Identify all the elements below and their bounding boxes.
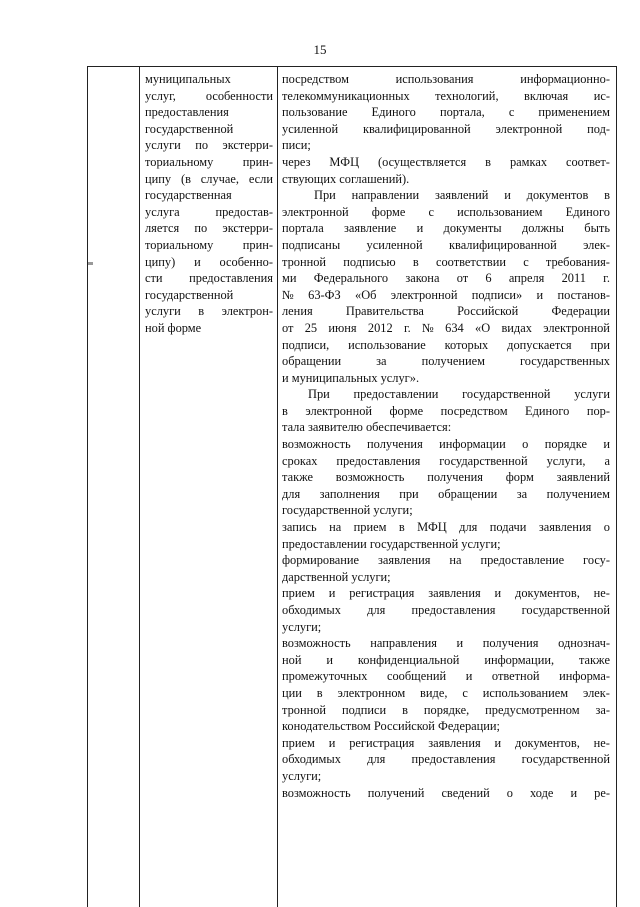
text-word: дарственной услуги; (282, 569, 391, 584)
text-word: электронном (337, 685, 406, 700)
text-word: заявления (428, 586, 481, 601)
text-word: Федерации (551, 304, 610, 319)
text-word: должны (521, 221, 564, 236)
text-word: и (494, 586, 502, 601)
text-word: подписи, (282, 337, 330, 352)
text-word: получений (367, 785, 425, 800)
text-word: соответ- (565, 154, 610, 169)
text-line (282, 519, 610, 536)
text-line (145, 104, 273, 121)
text-line (282, 602, 610, 619)
text-word: и (570, 785, 578, 800)
text-word: подписи (341, 702, 387, 717)
text-word: услуги (145, 138, 181, 153)
text-word: подписью (343, 254, 396, 269)
column-divider-2 (277, 67, 278, 907)
text-line (282, 685, 610, 702)
text-word: обращении (282, 354, 342, 369)
text-word: портала (282, 221, 324, 236)
text-word: заявления (377, 553, 431, 568)
text-line (145, 88, 273, 105)
text-line (145, 121, 273, 138)
text-word: подачи (489, 520, 527, 535)
text-word: портала, (439, 105, 485, 120)
text-word: государственной (439, 453, 528, 468)
text-word: сообщений (386, 669, 447, 684)
text-word: прием (282, 735, 315, 750)
text-word: форме (389, 403, 424, 418)
text-word: с (462, 685, 468, 700)
text-word: услуги, (546, 453, 586, 468)
text-word: за (516, 486, 528, 501)
text-word: предоставлении государственной услуги; (282, 536, 501, 551)
text-word: возможность (335, 470, 405, 485)
text-word: предоставления (189, 271, 273, 286)
text-word: возможность (282, 785, 351, 800)
text-word: услуги; (282, 768, 322, 783)
text-word: сти (145, 271, 163, 286)
text-word: Единого (525, 403, 570, 418)
text-word: информации, (484, 652, 555, 667)
text-word: в (402, 702, 408, 717)
text-word: заявление (344, 221, 397, 236)
text-word: государственной (145, 121, 234, 136)
text-word: получения (427, 470, 483, 485)
text-word: технологий, (435, 88, 499, 103)
text-line (282, 303, 610, 320)
text-word: документов (526, 188, 589, 203)
text-line (282, 735, 610, 752)
text-word: № (422, 320, 434, 335)
text-word: в (398, 520, 405, 535)
text-word: а (604, 453, 610, 468)
text-word: от (282, 320, 294, 335)
text-word: ответной (491, 669, 540, 684)
text-line (282, 154, 610, 171)
text-word: обращении (438, 486, 498, 501)
text-word: Российской (457, 304, 519, 319)
text-word: через (282, 154, 311, 169)
text-word: элек- (583, 237, 610, 252)
text-word: направления (370, 636, 437, 651)
text-word: писи; (282, 138, 311, 153)
text-word: и (456, 636, 464, 651)
text-word: о (506, 785, 513, 800)
text-word: использование (348, 337, 426, 352)
text-word: с (508, 105, 515, 120)
text-word: и (328, 735, 336, 750)
page-number: 15 (313, 42, 327, 57)
text-word: пор- (586, 403, 610, 418)
text-line (282, 536, 610, 553)
text-word: документов, (515, 586, 580, 601)
text-word: форм (505, 470, 534, 485)
text-word: допускается (507, 337, 572, 352)
text-line (282, 287, 610, 304)
text-word: быть (584, 221, 610, 236)
text-word: услуги (574, 387, 610, 402)
document-table (87, 66, 617, 907)
text-word: Единого (371, 105, 416, 120)
text-word: по (195, 138, 209, 153)
table-cell-description (282, 71, 610, 801)
text-word: ходе (530, 785, 554, 800)
text-word: ториальному (145, 154, 214, 169)
text-word: если (248, 171, 273, 186)
text-word: ления (282, 304, 313, 319)
text-word: получением (421, 354, 485, 369)
text-word: госу- (583, 553, 610, 568)
text-word: промежуточных (282, 669, 368, 684)
text-word: особенности (205, 88, 273, 103)
text-word: предоставления (411, 752, 496, 767)
text-word: обходимых (282, 752, 341, 767)
text-line (282, 71, 610, 88)
text-word: 25 (304, 320, 318, 335)
text-line (282, 237, 610, 254)
text-word: услуги; (282, 619, 322, 634)
text-word: ципу) (145, 254, 176, 269)
text-word: МФЦ (329, 154, 360, 169)
text-word: и (416, 221, 424, 236)
text-word: прием (353, 520, 387, 535)
text-word: применением (538, 105, 610, 120)
text-line (282, 453, 610, 470)
text-word: пользование (282, 105, 348, 120)
text-word: в (316, 685, 323, 700)
text-line (145, 254, 273, 271)
text-word: форме (371, 204, 406, 219)
text-word: о (603, 520, 610, 535)
text-line (282, 502, 610, 519)
text-word: г. (403, 320, 411, 335)
text-word: и (465, 669, 473, 684)
text-word: однознач- (558, 636, 610, 651)
text-word: видах (501, 320, 532, 335)
text-word: государственная (145, 188, 232, 203)
text-word: использованием (457, 204, 543, 219)
text-line (282, 751, 610, 768)
text-word: формирование (282, 553, 360, 568)
text-line (282, 619, 610, 636)
text-word: рамках (509, 154, 548, 169)
text-word: июня (328, 320, 357, 335)
text-word: использования (395, 72, 474, 86)
text-word: «О (475, 320, 491, 335)
text-line (282, 652, 610, 669)
text-line (282, 469, 610, 486)
text-line (282, 204, 610, 221)
text-word: за (376, 354, 387, 369)
text-word: предостав- (215, 204, 273, 219)
text-line (145, 171, 273, 188)
text-word: требования- (545, 254, 610, 269)
text-word: и (328, 586, 336, 601)
text-word: ции (282, 685, 302, 700)
text-word: на (329, 520, 342, 535)
text-word: МФЦ (417, 520, 447, 535)
text-word: для (459, 520, 478, 535)
text-line (282, 88, 610, 105)
text-line (282, 403, 610, 420)
text-line (282, 220, 610, 237)
text-word: ториальному (145, 237, 214, 252)
text-word: регистрация (349, 735, 415, 750)
text-line (282, 270, 610, 287)
text-word: предоставлении (353, 387, 439, 402)
text-word: документов, (515, 735, 580, 750)
text-word: телекоммуникационных (282, 88, 410, 103)
text-word: государственной (145, 287, 234, 302)
text-word: 6 (485, 271, 492, 286)
text-word: ис- (593, 88, 610, 103)
text-word: заявления (428, 735, 481, 750)
text-word: получения (367, 437, 423, 452)
text-word: которых (444, 337, 489, 352)
text-word: также (282, 470, 313, 485)
text-word: Федерального (313, 271, 389, 286)
text-word: Правительства (345, 304, 424, 319)
text-word: порядке, (423, 702, 470, 717)
text-word: Единого (565, 204, 610, 219)
text-word: информационно- (520, 72, 610, 86)
text-word: прин- (242, 154, 273, 169)
text-word: и (194, 254, 201, 269)
text-line (145, 303, 273, 320)
text-word: получением (546, 486, 610, 501)
text-word: документы (443, 221, 502, 236)
text-word: и (603, 437, 610, 452)
text-word: за- (595, 702, 610, 717)
text-word: муниципальных (145, 72, 231, 86)
text-line (282, 171, 610, 188)
text-word: ляется (145, 221, 180, 236)
text-word: получения (482, 636, 539, 651)
text-word: для (367, 752, 386, 767)
text-word: электронной (282, 204, 349, 219)
column-divider-1 (139, 67, 140, 907)
text-word: предоставление (480, 553, 565, 568)
text-word: государственной (521, 603, 610, 617)
text-word: государственной (521, 752, 610, 767)
text-word: регистрация (349, 586, 415, 601)
text-word: 2012 (367, 320, 393, 335)
text-word: При (308, 387, 330, 402)
text-word: также (578, 652, 610, 667)
text-word: государственных (519, 354, 610, 369)
text-line (282, 702, 610, 719)
text-word: (в (180, 171, 191, 186)
text-line (145, 187, 273, 204)
text-line (145, 204, 273, 221)
text-word: услуг, (145, 88, 176, 103)
text-word: информа- (559, 669, 610, 684)
text-word: при (590, 337, 610, 352)
text-word: ной форме (145, 320, 202, 335)
text-word: на (449, 553, 462, 568)
text-word: направлении (351, 188, 420, 203)
text-word: для (282, 486, 301, 501)
text-line (282, 137, 610, 154)
text-word: виде, (420, 685, 448, 700)
text-line (282, 486, 610, 503)
text-word: не- (593, 735, 610, 750)
text-word: информации (439, 437, 506, 452)
text-word: электронной (543, 320, 610, 335)
text-word: тала заявителю обеспечивается: (282, 420, 452, 435)
text-word: в (282, 403, 288, 418)
text-word: 634 (445, 320, 464, 335)
text-word: подписи» (471, 287, 523, 302)
text-word: с (523, 254, 529, 269)
text-word: не- (593, 586, 610, 601)
text-word: и (536, 287, 544, 302)
text-word: и (326, 652, 334, 667)
text-word: в (412, 254, 419, 269)
text-line (282, 552, 610, 569)
text-word: апреля (508, 271, 545, 286)
text-word: от (456, 271, 469, 286)
text-word: возможность (282, 636, 351, 651)
text-word: сведений (441, 785, 490, 800)
table-cell-criterion (145, 71, 273, 337)
text-word: электронной (495, 121, 563, 136)
text-line (282, 320, 610, 337)
text-word: ре- (594, 785, 610, 800)
text-word: ствующих соглашений). (282, 171, 410, 186)
text-word: услуга (145, 204, 180, 219)
text-word: по (194, 221, 208, 236)
text-word: квалифицированной (362, 121, 471, 136)
text-word: элек- (583, 685, 610, 700)
text-line (282, 353, 610, 370)
text-word: подписаны (282, 237, 341, 252)
text-word: обходимых (282, 603, 341, 617)
text-line (282, 254, 610, 271)
text-word: государственной (462, 387, 551, 402)
text-word: запись (282, 520, 317, 535)
text-word: в (198, 304, 205, 319)
text-word: конфиденциальной (357, 652, 460, 667)
text-line (282, 386, 610, 403)
text-line (145, 287, 273, 304)
text-line (145, 71, 273, 88)
text-word: квалифицированной (448, 237, 557, 252)
text-line (282, 121, 610, 138)
text-word: соответствии (435, 254, 506, 269)
text-word: «Об (355, 287, 377, 302)
text-line (282, 187, 610, 204)
text-word: электронной (305, 403, 373, 418)
text-word: прием (282, 586, 315, 601)
text-word: предоставления (145, 105, 229, 120)
text-word: электронной (390, 287, 458, 302)
text-line (282, 104, 610, 121)
text-word: услуги (145, 304, 181, 319)
text-word: прин- (242, 237, 273, 252)
text-word: № (282, 287, 294, 302)
text-line (282, 785, 610, 802)
text-line (282, 337, 610, 354)
text-word: включая (523, 88, 569, 103)
text-word: предусмотренном (485, 702, 580, 717)
text-word: государственной услуги; (282, 503, 413, 518)
text-line (145, 154, 273, 171)
text-word: особенно- (219, 254, 273, 269)
text-line (145, 237, 273, 254)
text-word: возможность (282, 437, 351, 452)
text-word: и (504, 188, 511, 203)
text-line (145, 137, 273, 154)
text-word: о (522, 437, 529, 452)
text-word: в (604, 188, 610, 203)
text-word: и муниципальных услуг». (282, 370, 420, 385)
text-word: предоставления (336, 453, 421, 468)
text-word: усиленной (282, 121, 339, 136)
text-word: при (399, 486, 419, 501)
text-word: предоставления (411, 603, 496, 617)
text-word: тронной (282, 702, 327, 717)
text-word: случае, (200, 171, 240, 186)
text-line (145, 320, 273, 337)
text-word: и (494, 735, 502, 750)
text-word: (осуществляется (377, 154, 467, 169)
text-word: под- (587, 121, 610, 136)
text-word: заявлений (435, 188, 489, 203)
text-line (282, 436, 610, 453)
text-word: г. (603, 271, 610, 286)
text-line (145, 220, 273, 237)
text-word: ной (282, 652, 302, 667)
text-word: ципу (145, 171, 172, 186)
text-word: экстерри- (222, 221, 273, 236)
text-line (282, 585, 610, 602)
text-word: посредством (282, 72, 349, 86)
text-word: в (485, 154, 492, 169)
text-word: для (367, 603, 386, 617)
text-word: 63-ФЗ (308, 287, 341, 302)
text-word: использованием (482, 685, 569, 700)
text-word: 2011 (561, 271, 586, 286)
text-line (282, 569, 610, 586)
text-word: При (314, 188, 336, 203)
text-word: посредством (440, 403, 508, 418)
text-word: усиленной (366, 237, 423, 252)
text-word: заявлений (556, 470, 610, 485)
text-word: ми (282, 271, 297, 286)
text-word: с (428, 204, 434, 219)
text-word: заявления (538, 520, 592, 535)
text-word: закона (405, 271, 440, 286)
text-word: постанов- (557, 287, 610, 302)
text-line (145, 270, 273, 287)
text-line (282, 668, 610, 685)
text-line (282, 718, 610, 735)
text-word: сроках (282, 453, 318, 468)
text-word: электрон- (221, 304, 273, 319)
text-line (282, 768, 610, 785)
text-word: заполнения (319, 486, 380, 501)
text-word: конодательством Российской Федерации; (282, 719, 500, 734)
text-line (282, 419, 610, 436)
text-word: тронной (282, 254, 327, 269)
text-line (282, 635, 610, 652)
text-word: экстерри- (222, 138, 273, 153)
text-line (282, 370, 610, 387)
text-word: порядке (544, 437, 587, 452)
